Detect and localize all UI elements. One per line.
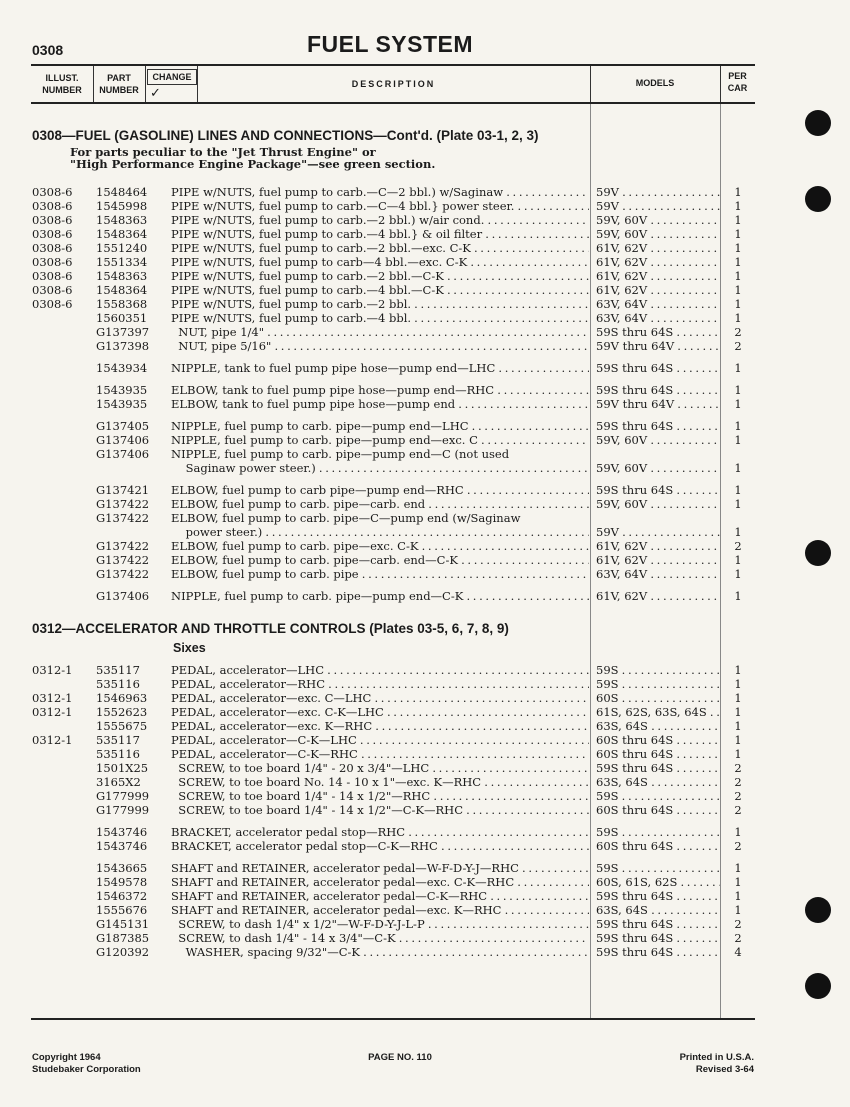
- description: SHAFT and RETAINER, accelerator pedal—W-F-D-Y-J—RHC . . .: [171, 861, 589, 875]
- section-title: 0312—ACCELERATOR AND THROTTLE CONTROLS (Plates 03-5, 6, 7, 8, 9): [32, 621, 509, 636]
- description: ELBOW, fuel pump to carb pipe—pump end—RHC . . .: [171, 483, 589, 497]
- table-row: [0, 691, 850, 705]
- part-number: 1545998: [96, 199, 148, 213]
- models: 59V . . .: [596, 185, 720, 199]
- per-car: 1: [734, 461, 742, 475]
- description: BRACKET, accelerator pedal stop—C-K—RHC . . .: [171, 839, 589, 853]
- check-mark-icon: ✓: [150, 86, 161, 101]
- description: ELBOW, fuel pump to carb. pipe—carb. end—C-K . . .: [171, 553, 589, 567]
- models: 59S thru 64S . . .: [596, 483, 720, 497]
- table-row: [0, 903, 850, 917]
- part-number: 535117: [96, 733, 140, 747]
- table-row: [0, 931, 850, 945]
- description: SCREW, to toe board 1/4" - 14 x 1/2"—C-K—RHC . . .: [171, 803, 589, 817]
- table-row: [0, 311, 850, 325]
- part-number: G137422: [96, 539, 150, 553]
- illust-number: 0312-1: [32, 663, 73, 677]
- part-number: 1548364: [96, 227, 148, 241]
- table-row: [0, 825, 850, 839]
- description: NIPPLE, fuel pump to carb. pipe—pump end—exc. C . . .: [171, 433, 589, 447]
- description: NIPPLE, fuel pump to carb. pipe—pump end—C (not used: [171, 447, 510, 461]
- part-number: G137397: [96, 325, 150, 339]
- part-number: 1552623: [96, 705, 148, 719]
- table-row: [0, 663, 850, 677]
- models: 59V thru 64V . . .: [596, 397, 720, 411]
- table-row: [0, 325, 850, 339]
- models: 59S thru 64S . . .: [596, 917, 720, 931]
- section-subtitle: Sixes: [173, 641, 206, 655]
- part-number: G137422: [96, 553, 150, 567]
- models: 60S thru 64S . . .: [596, 747, 720, 761]
- per-car: 1: [734, 589, 742, 603]
- table-row: [0, 733, 850, 747]
- models: 61S, 62S, 63S, 64S . . .: [596, 705, 720, 719]
- description: power steer.) . . .: [171, 525, 589, 539]
- table-row: [0, 383, 850, 397]
- table-row: [0, 397, 850, 411]
- illust-number: 0312-1: [32, 705, 73, 719]
- table-row: [0, 861, 850, 875]
- part-number: 1548363: [96, 213, 148, 227]
- models: 59V, 60V . . .: [596, 227, 720, 241]
- table-row: [0, 511, 850, 525]
- part-number: G137406: [96, 447, 150, 461]
- description: SCREW, to toe board 1/4" - 20 x 3/4"—LHC . . .: [171, 761, 589, 775]
- description: SCREW, to toe board 1/4" - 14 x 1/2"—RHC . . .: [171, 789, 589, 803]
- description: SCREW, to dash 1/4" x 1/2"—W-F-D-Y-J-L-P . . .: [171, 917, 589, 931]
- table-row: [0, 945, 850, 959]
- models: 59S thru 64S . . .: [596, 419, 720, 433]
- table-row: [0, 269, 850, 283]
- table-row: [0, 747, 850, 761]
- table-row: [0, 297, 850, 311]
- part-number: 1543746: [96, 825, 148, 839]
- models: 59S thru 64S . . .: [596, 931, 720, 945]
- models: 61V, 62V . . .: [596, 589, 720, 603]
- part-number: 1546963: [96, 691, 148, 705]
- table-row: [0, 803, 850, 817]
- col-models-header: MODELS: [635, 78, 675, 88]
- part-number: 1543934: [96, 361, 148, 375]
- table-row: [0, 917, 850, 931]
- description: PIPE w/NUTS, fuel pump to carb.—2 bbl.) w/air cond. . . .: [171, 213, 589, 227]
- part-number: G137406: [96, 589, 150, 603]
- per-car: 1: [734, 497, 742, 511]
- per-car: 1: [734, 747, 742, 761]
- models: 59V, 60V . . .: [596, 433, 720, 447]
- table-row: [0, 589, 850, 603]
- description: NUT, pipe 1/4" . . .: [171, 325, 589, 339]
- description: PEDAL, accelerator—C-K—LHC . . .: [171, 733, 589, 747]
- table-row: [0, 789, 850, 803]
- part-number: 1549578: [96, 875, 148, 889]
- part-number: G145131: [96, 917, 150, 931]
- models: 59V . . .: [596, 199, 720, 213]
- per-car: 2: [734, 917, 742, 931]
- per-car: 1: [734, 297, 742, 311]
- part-number: 1555675: [96, 719, 148, 733]
- section-note: For parts peculiar to the "Jet Thrust Engine" or: [70, 145, 376, 159]
- part-number: G137422: [96, 567, 150, 581]
- table-row: [0, 483, 850, 497]
- description: SHAFT and RETAINER, accelerator pedal—exc. K—RHC . . .: [171, 903, 589, 917]
- description: NIPPLE, fuel pump to carb. pipe—pump end—LHC . . .: [171, 419, 589, 433]
- per-car: 2: [734, 339, 742, 353]
- table-row: [0, 241, 850, 255]
- description: PIPE w/NUTS, fuel pump to carb.—2 bbl. . . .: [171, 297, 589, 311]
- models: 60S . . .: [596, 691, 720, 705]
- models: 60S thru 64S . . .: [596, 733, 720, 747]
- table-row: [0, 419, 850, 433]
- per-car: 1: [734, 227, 742, 241]
- description: PEDAL, accelerator—LHC . . .: [171, 663, 589, 677]
- illust-number: 0312-1: [32, 691, 73, 705]
- footer-printed: Printed in U.S.A. Revised 3-64: [679, 1052, 754, 1075]
- models: 60S thru 64S . . .: [596, 803, 720, 817]
- table-row: [0, 227, 850, 241]
- table-row: [0, 185, 850, 199]
- part-number: 1558368: [96, 297, 148, 311]
- part-number: G177999: [96, 803, 150, 817]
- part-number: 1548464: [96, 185, 148, 199]
- col-part-header: PART NUMBER: [99, 73, 139, 95]
- part-number: G137398: [96, 339, 150, 353]
- table-row: [0, 553, 850, 567]
- description: PIPE w/NUTS, fuel pump to carb—4 bbl.—exc. C-K . . .: [171, 255, 589, 269]
- table-row: [0, 199, 850, 213]
- table-row: [0, 339, 850, 353]
- illust-number: 0312-1: [32, 733, 73, 747]
- table-row: [0, 539, 850, 553]
- table-row: [0, 677, 850, 691]
- per-car: 1: [734, 875, 742, 889]
- per-car: 1: [734, 889, 742, 903]
- table-row: [0, 705, 850, 719]
- per-car: 1: [734, 553, 742, 567]
- description: PEDAL, accelerator—C-K—RHC . . .: [171, 747, 589, 761]
- models: 63V, 64V . . .: [596, 297, 720, 311]
- models: 60S, 61S, 62S . . .: [596, 875, 720, 889]
- table-row: [0, 447, 850, 461]
- table-row: [0, 719, 850, 733]
- models: 59V thru 64V . . .: [596, 339, 720, 353]
- part-number: G137406: [96, 433, 150, 447]
- models: 59S thru 64S . . .: [596, 761, 720, 775]
- illust-number: 0308-6: [32, 255, 73, 269]
- description: PEDAL, accelerator—exc. C-K—LHC . . .: [171, 705, 589, 719]
- part-number: 1555676: [96, 903, 148, 917]
- col-divider: [145, 66, 146, 102]
- binder-hole: [805, 897, 831, 923]
- per-car: 1: [734, 719, 742, 733]
- models: 59S thru 64S . . .: [596, 325, 720, 339]
- part-number: 535117: [96, 663, 140, 677]
- models: 59S thru 64S . . .: [596, 889, 720, 903]
- models: 59V, 60V . . .: [596, 497, 720, 511]
- per-car: 2: [734, 775, 742, 789]
- per-car: 1: [734, 733, 742, 747]
- description: NIPPLE, fuel pump to carb. pipe—pump end—C-K . . .: [171, 589, 589, 603]
- per-car: 1: [734, 419, 742, 433]
- description: Saginaw power steer.) . . .: [171, 461, 589, 475]
- col-illust-header: ILLUST. NUMBER: [42, 73, 82, 95]
- table-row: [0, 875, 850, 889]
- models: 59S thru 64S . . .: [596, 945, 720, 959]
- models: 63S, 64S . . .: [596, 775, 720, 789]
- per-car: 1: [734, 903, 742, 917]
- per-car: 1: [734, 269, 742, 283]
- bottom-rule: [31, 1018, 755, 1020]
- part-number: G137422: [96, 511, 150, 525]
- part-number: G187385: [96, 931, 150, 945]
- models: 59S . . .: [596, 677, 720, 691]
- page-title: FUEL SYSTEM: [306, 31, 474, 57]
- binder-hole: [805, 973, 831, 999]
- table-row: [0, 497, 850, 511]
- binder-hole: [805, 186, 831, 212]
- table-row: [0, 213, 850, 227]
- description: PIPE w/NUTS, fuel pump to carb.—C—2 bbl.) w/Saginaw . . .: [171, 185, 589, 199]
- per-car: 1: [734, 677, 742, 691]
- per-car: 1: [734, 691, 742, 705]
- per-car: 1: [734, 311, 742, 325]
- per-car: 1: [734, 663, 742, 677]
- per-car: 1: [734, 705, 742, 719]
- models: 63S, 64S . . .: [596, 903, 720, 917]
- part-number: 1543935: [96, 383, 148, 397]
- description: NIPPLE, tank to fuel pump pipe hose—pump end—LHC . . .: [171, 361, 589, 375]
- part-number: 535116: [96, 677, 140, 691]
- description: PEDAL, accelerator—RHC . . .: [171, 677, 589, 691]
- table-row: [0, 433, 850, 447]
- part-number: G177999: [96, 789, 150, 803]
- part-number: G137405: [96, 419, 150, 433]
- models: 63V, 64V . . .: [596, 311, 720, 325]
- per-car: 4: [734, 945, 742, 959]
- description: ELBOW, fuel pump to carb. pipe . . .: [171, 567, 589, 581]
- col-description-header: DESCRIPTION: [351, 79, 436, 89]
- models: 61V, 62V . . .: [596, 269, 720, 283]
- footer-page-number: PAGE NO. 110: [368, 1052, 432, 1063]
- table-row: [0, 839, 850, 853]
- part-number: 1501X25: [96, 761, 149, 775]
- models: 63V, 64V . . .: [596, 567, 720, 581]
- footer-copyright: Copyright 1964 Studebaker Corporation: [32, 1052, 141, 1075]
- description: PIPE w/NUTS, fuel pump to carb.—4 bbl.—C-K . . .: [171, 283, 589, 297]
- description: PIPE w/NUTS, fuel pump to carb.—4 bbl.} & oil filter . . .: [171, 227, 589, 241]
- description: WASHER, spacing 9/32"—C-K . . .: [171, 945, 589, 959]
- per-car: 1: [734, 397, 742, 411]
- description: SCREW, to dash 1/4" - 14 x 3/4"—C-K . . .: [171, 931, 589, 945]
- per-car: 2: [734, 789, 742, 803]
- header-rule: [31, 102, 755, 104]
- models: 59V, 60V . . .: [596, 213, 720, 227]
- per-car: 1: [734, 241, 742, 255]
- per-car: 1: [734, 861, 742, 875]
- table-row: [0, 889, 850, 903]
- per-car: 2: [734, 325, 742, 339]
- per-car: 2: [734, 539, 742, 553]
- description: SCREW, to toe board No. 14 - 10 x 1"—exc. K—RHC . . .: [171, 775, 589, 789]
- models: 59S thru 64S . . .: [596, 361, 720, 375]
- per-car: 1: [734, 213, 742, 227]
- part-number: 535116: [96, 747, 140, 761]
- page-code: 0308: [32, 42, 64, 58]
- col-per-car-header: PER CAR: [727, 71, 748, 93]
- part-number: 1548364: [96, 283, 148, 297]
- part-number: G137422: [96, 497, 150, 511]
- models: 59S . . .: [596, 789, 720, 803]
- description: PEDAL, accelerator—exc. K—RHC . . .: [171, 719, 589, 733]
- description: PIPE w/NUTS, fuel pump to carb.—C—4 bbl.} power steer. . . .: [171, 199, 589, 213]
- illust-number: 0308-6: [32, 269, 73, 283]
- description: ELBOW, fuel pump to carb. pipe—exc. C-K . . .: [171, 539, 589, 553]
- description: ELBOW, tank to fuel pump pipe hose—pump end . . .: [171, 397, 589, 411]
- description: PIPE w/NUTS, fuel pump to carb.—2 bbl.—C-K . . .: [171, 269, 589, 283]
- per-car: 1: [734, 525, 742, 539]
- binder-hole: [805, 540, 831, 566]
- per-car: 1: [734, 567, 742, 581]
- binder-hole: [805, 110, 831, 136]
- per-car: 1: [734, 361, 742, 375]
- illust-number: 0308-6: [32, 297, 73, 311]
- part-number: 1543665: [96, 861, 148, 875]
- table-row: [0, 525, 850, 539]
- per-car: 1: [734, 255, 742, 269]
- models: 60S thru 64S . . .: [596, 839, 720, 853]
- table-row: [0, 775, 850, 789]
- part-number: 1543935: [96, 397, 148, 411]
- section-title: 0308—FUEL (GASOLINE) LINES AND CONNECTIONS—Cont'd. (Plate 03-1, 2, 3): [32, 128, 539, 143]
- per-car: 1: [734, 383, 742, 397]
- description: PEDAL, accelerator—exc. C—LHC . . .: [171, 691, 589, 705]
- part-number: 1551334: [96, 255, 148, 269]
- table-row: [0, 283, 850, 297]
- per-car: 2: [734, 803, 742, 817]
- col-change-header: CHANGE: [147, 69, 197, 85]
- description: PIPE w/NUTS, fuel pump to carb.—2 bbl.—exc. C-K . . .: [171, 241, 589, 255]
- table-row: [0, 461, 850, 475]
- models: 59V . . .: [596, 525, 720, 539]
- models: 59S . . .: [596, 663, 720, 677]
- models: 59S . . .: [596, 825, 720, 839]
- table-row: [0, 761, 850, 775]
- illust-number: 0308-6: [32, 241, 73, 255]
- per-car: 2: [734, 839, 742, 853]
- description: ELBOW, fuel pump to carb. pipe—C—pump end (w/Saginaw: [171, 511, 521, 525]
- models: 61V, 62V . . .: [596, 553, 720, 567]
- models: 59S . . .: [596, 861, 720, 875]
- part-number: 1548363: [96, 269, 148, 283]
- part-number: 1543746: [96, 839, 148, 853]
- per-car: 1: [734, 483, 742, 497]
- per-car: 2: [734, 931, 742, 945]
- part-number: G120392: [96, 945, 150, 959]
- description: BRACKET, accelerator pedal stop—RHC . . .: [171, 825, 589, 839]
- description: ELBOW, fuel pump to carb. pipe—carb. end . . .: [171, 497, 589, 511]
- illust-number: 0308-6: [32, 283, 73, 297]
- models: 61V, 62V . . .: [596, 539, 720, 553]
- description: SHAFT and RETAINER, accelerator pedal—C-K—RHC . . .: [171, 889, 589, 903]
- illust-number: 0308-6: [32, 227, 73, 241]
- section-note: "High Performance Engine Package"—see green section.: [70, 157, 436, 171]
- description: SHAFT and RETAINER, accelerator pedal—exc. C-K—RHC . . .: [171, 875, 589, 889]
- description: NUT, pipe 5/16" . . .: [171, 339, 589, 353]
- table-row: [0, 567, 850, 581]
- models: 61V, 62V . . .: [596, 255, 720, 269]
- part-number: 1551240: [96, 241, 148, 255]
- per-car: 1: [734, 825, 742, 839]
- illust-number: 0308-6: [32, 199, 73, 213]
- models: 63S, 64S . . .: [596, 719, 720, 733]
- table-row: [0, 255, 850, 269]
- per-car: 1: [734, 283, 742, 297]
- description: ELBOW, tank to fuel pump pipe hose—pump end—RHC . . .: [171, 383, 589, 397]
- part-number: G137421: [96, 483, 150, 497]
- models: 61V, 62V . . .: [596, 283, 720, 297]
- table-row: [0, 361, 850, 375]
- illust-number: 0308-6: [32, 213, 73, 227]
- per-car: 2: [734, 761, 742, 775]
- per-car: 1: [734, 185, 742, 199]
- per-car: 1: [734, 199, 742, 213]
- illust-number: 0308-6: [32, 185, 73, 199]
- models: 61V, 62V . . .: [596, 241, 720, 255]
- part-number: 3165X2: [96, 775, 141, 789]
- models: 59S thru 64S . . .: [596, 383, 720, 397]
- part-number: 1560351: [96, 311, 148, 325]
- description: PIPE w/NUTS, fuel pump to carb.—4 bbl. . . .: [171, 311, 589, 325]
- per-car: 1: [734, 433, 742, 447]
- part-number: 1546372: [96, 889, 148, 903]
- models: 59V, 60V . . .: [596, 461, 720, 475]
